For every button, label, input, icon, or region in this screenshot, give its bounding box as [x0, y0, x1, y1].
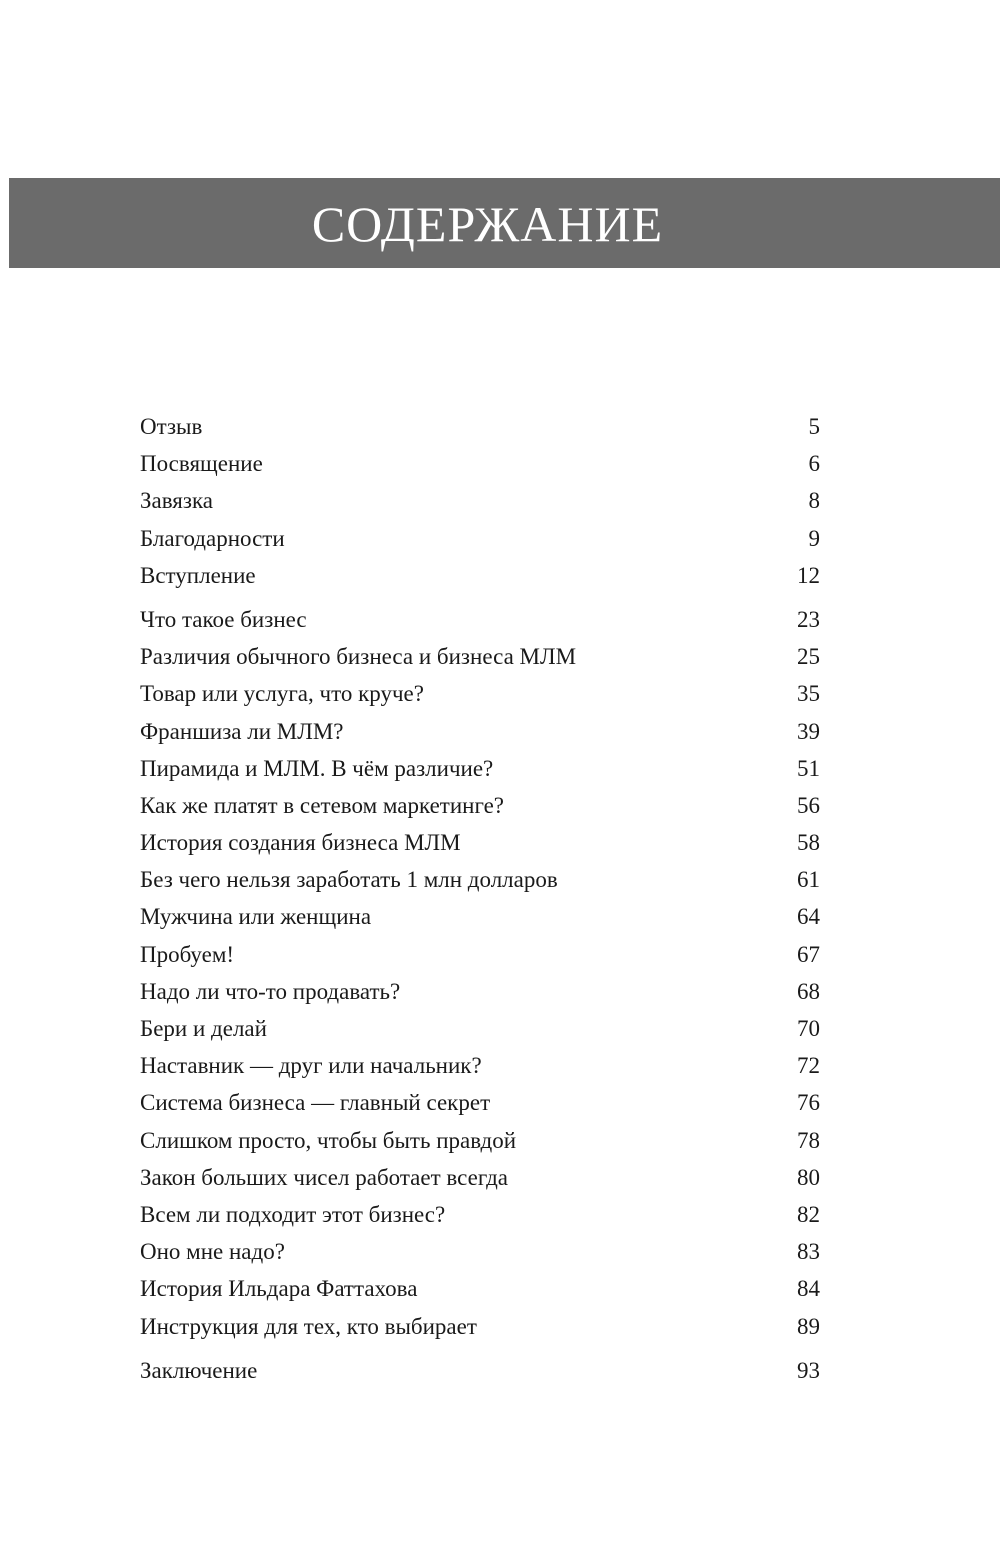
toc-entry[interactable] — [140, 1010, 820, 1047]
toc-entry-page: 72 — [797, 1053, 820, 1079]
toc-entry-title: Франшиза ли МЛМ? — [140, 718, 344, 744]
toc-entry-title: Пирамида и МЛМ. В чём различие? — [140, 755, 494, 781]
toc-entry-page: 80 — [797, 1164, 820, 1190]
toc-entry-page: 25 — [797, 644, 820, 670]
toc-entry-title: Благодарности — [140, 525, 285, 551]
toc-entry[interactable] — [140, 445, 820, 482]
toc-entry-title: Отзыв — [140, 414, 203, 439]
toc-entry[interactable] — [140, 408, 820, 445]
toc-entry[interactable] — [140, 601, 820, 638]
toc-entry-page: 23 — [797, 606, 820, 632]
toc-entry[interactable] — [140, 557, 820, 594]
toc-entry-title: Различия обычного бизнеса и бизнеса МЛМ — [140, 644, 577, 670]
toc-entry[interactable] — [140, 824, 820, 861]
toc-entry-page: 58 — [797, 830, 820, 856]
toc-entry-page: 76 — [797, 1090, 820, 1116]
toc-entry[interactable] — [140, 638, 820, 675]
toc-entry[interactable] — [140, 1084, 820, 1121]
toc-entry-title: Инструкция для тех, кто выбирает — [140, 1313, 477, 1339]
toc-entry-page: 35 — [797, 681, 820, 707]
toc-entry-title: Система бизнеса — главный секрет — [140, 1090, 491, 1116]
toc-entry-title: Наставник — друг или начальник? — [140, 1053, 482, 1079]
toc-entry[interactable] — [140, 482, 820, 519]
toc-entry-title: Всем ли подходит этот бизнес? — [140, 1201, 446, 1227]
toc-entry-title: Вступление — [140, 562, 256, 588]
toc-entry-page: 83 — [797, 1239, 820, 1265]
toc-entry-page: 78 — [797, 1127, 820, 1153]
toc-entry[interactable] — [140, 1270, 820, 1307]
toc-entry[interactable] — [140, 1352, 820, 1389]
toc-entry-title: Надо ли что-то продавать? — [140, 978, 401, 1004]
toc-entry[interactable] — [140, 750, 820, 787]
toc-entry[interactable] — [140, 898, 820, 935]
toc-entry-page: 39 — [797, 718, 820, 744]
toc-entry-page: 70 — [797, 1016, 820, 1041]
toc-entry[interactable] — [140, 675, 820, 712]
toc-entry[interactable] — [140, 973, 820, 1010]
toc-entry[interactable] — [140, 787, 820, 824]
toc-entry-page: 61 — [797, 867, 820, 893]
toc-entry[interactable] — [140, 936, 820, 973]
toc-entry-page: 64 — [797, 904, 820, 930]
toc-entry-page: 68 — [797, 978, 820, 1004]
toc-entry[interactable] — [140, 713, 820, 750]
toc-entry-title: Бери и делай — [140, 1016, 267, 1041]
title-banner — [9, 178, 1000, 268]
toc-entry-page: 89 — [797, 1313, 820, 1339]
toc-entry-title: Оно мне надо? — [140, 1239, 285, 1265]
toc-entry-page: 51 — [797, 755, 820, 781]
toc-entry[interactable] — [140, 1233, 820, 1270]
toc-entry-title: История создания бизнеса МЛМ — [140, 830, 461, 856]
toc-entry-title: Мужчина или женщина — [140, 904, 372, 930]
toc-entry[interactable] — [140, 1308, 820, 1345]
toc-entry-title: Товар или услуга, что круче? — [140, 681, 424, 707]
toc-entry-title: История Ильдара Фаттахова — [140, 1276, 418, 1302]
toc-entry-page: 82 — [797, 1201, 820, 1227]
toc-entry-page: 67 — [797, 941, 820, 967]
toc-entry-title: Слишком просто, чтобы быть правдой — [140, 1127, 517, 1153]
toc-entry-title: Без чего нельзя заработать 1 млн долларов — [140, 867, 558, 893]
toc-entry-page: 84 — [797, 1276, 820, 1302]
toc-group — [140, 1352, 820, 1389]
toc-entry-title: Заключение — [140, 1357, 258, 1383]
toc-entry-page: 8 — [808, 488, 820, 514]
toc-entry-page: 9 — [808, 525, 820, 551]
toc-entry[interactable] — [140, 1159, 820, 1196]
toc-entry[interactable] — [140, 1047, 820, 1084]
toc-entry[interactable] — [140, 1122, 820, 1159]
toc-entry-title: Посвящение — [140, 451, 263, 477]
toc-entry-page: 93 — [797, 1357, 820, 1383]
toc-entry-page: 5 — [808, 414, 820, 439]
toc-entry[interactable] — [140, 861, 820, 898]
toc-group — [140, 408, 820, 594]
toc-entry[interactable] — [140, 1196, 820, 1233]
toc-entry-title: Завязка — [140, 488, 213, 514]
toc-entry-title: Закон больших чисел работает всегда — [140, 1164, 509, 1190]
table-of-contents — [140, 408, 820, 1389]
toc-entry-page: 56 — [797, 792, 820, 818]
toc-entry[interactable] — [140, 520, 820, 557]
toc-entry-title: Пробуем! — [140, 941, 235, 967]
page-title: СОДЕРЖАНИЕ — [311, 196, 664, 252]
toc-entry-page: 6 — [808, 451, 820, 477]
toc-entry-title: Что такое бизнес — [140, 606, 307, 632]
toc-entry-page: 12 — [797, 562, 820, 588]
toc-entry-title: Как же платят в сетевом маркетинге? — [140, 792, 505, 818]
toc-group — [140, 601, 820, 1345]
